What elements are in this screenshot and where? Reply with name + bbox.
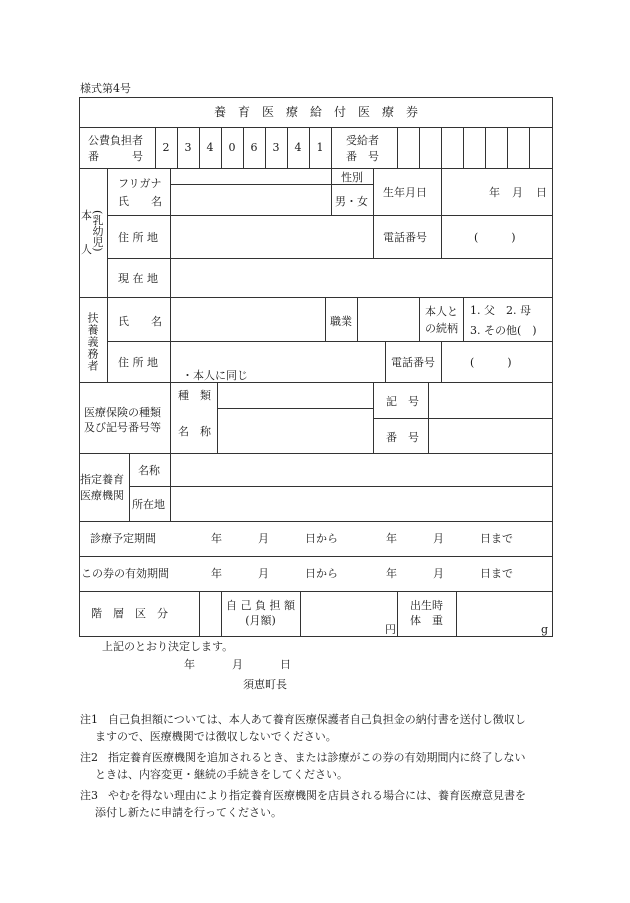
institution-name-label: 名称	[138, 464, 160, 477]
guardian-phone-label: 電話番号	[391, 356, 435, 369]
treatment-end-month: 月	[433, 532, 444, 545]
decision-day: 日	[280, 658, 291, 671]
tier-label: 階 層 区 分	[91, 607, 168, 620]
payer-digit: 2	[162, 141, 170, 154]
guardian-name-label: 氏 名	[118, 315, 162, 328]
guardian-phone-parens: ( )	[470, 356, 512, 369]
person-section-label-2: 人	[81, 243, 92, 256]
guardian-address-label: 住 所 地	[118, 356, 158, 369]
institution-label: 指定養育	[80, 473, 124, 486]
decision-year: 年	[184, 658, 195, 671]
birth-weight-label: 出生時	[410, 599, 443, 612]
note-line: ときは、内容変更・継続の手続きをしてください。	[95, 768, 348, 781]
payer-digit: 3	[184, 141, 192, 154]
institution-label-2: 医療機関	[80, 489, 124, 502]
recipient-number-label: 受給者	[346, 134, 379, 147]
birth-weight-label-2: 体 重	[410, 614, 443, 627]
furigana-label: フリガナ	[118, 177, 162, 190]
valid-period-label: この券の有効期間	[81, 567, 169, 580]
gram-unit: g	[541, 623, 549, 636]
insurance-name-label: 名 称	[178, 425, 211, 438]
birth-day: 日	[536, 186, 547, 199]
treatment-period-label: 診療予定期間	[90, 532, 156, 545]
valid-end-year: 年	[386, 567, 397, 580]
insurance-symbol-label: 記 号	[386, 395, 419, 408]
payer-digit: 0	[228, 141, 236, 154]
mayor-title: 須恵町長	[243, 678, 287, 691]
person-phone-parens: ( )	[474, 231, 516, 244]
payer-number-label: 公費負担者	[88, 134, 143, 147]
self-pay-label: 自 己 負 担 額	[226, 599, 295, 612]
birth-year: 年	[489, 186, 500, 199]
guardian-section-label: 扶養義務者	[86, 312, 99, 372]
insurance-number-label: 番 号	[386, 431, 419, 444]
insurance-label: 医療保険の種類	[84, 406, 161, 419]
sex-value: 男・女	[335, 195, 368, 208]
occupation-label: 職業	[330, 315, 352, 328]
treatment-start-day: 日から	[305, 532, 338, 545]
valid-start-month: 月	[258, 567, 269, 580]
insurance-label-2: 及び記号番号等	[84, 421, 161, 434]
relation-option-2: 3. その他( )	[470, 324, 537, 337]
current-location-label: 現 在 地	[118, 272, 158, 285]
treatment-start-month: 月	[258, 532, 269, 545]
person-address-label: 住 所 地	[118, 231, 158, 244]
valid-start-year: 年	[211, 567, 222, 580]
self-pay-label-2: (月額)	[245, 614, 276, 627]
note-line: 自己負担額については、本人あて養育医療保護者自己負担金の納付書を送付し徴収し	[108, 713, 526, 726]
valid-end-month: 月	[433, 567, 444, 580]
sex-label: 性別	[341, 171, 363, 184]
note-line: 添付し新たに申請を行ってください。	[95, 806, 282, 819]
payer-number-label-2: 番 号	[88, 150, 143, 163]
person-section-sub: (乳幼児)	[91, 210, 104, 252]
form-title: 養 育 医 療 給 付 医 療 券	[213, 105, 418, 119]
form-number: 様式第4号	[80, 82, 131, 95]
note-mark: 注3	[80, 789, 98, 802]
same-as-person-note: ・本人に同じ	[182, 369, 248, 382]
note-line: やむを得ない理由により指定養育医療機関を店員される場合には、養育医療意見書を	[108, 789, 526, 802]
birth-date-label: 生年月日	[383, 186, 427, 199]
institution-location-label: 所在地	[132, 498, 165, 511]
note-mark: 注1	[80, 713, 98, 726]
payer-digit: 4	[294, 141, 302, 154]
person-phone-label: 電話番号	[383, 231, 427, 244]
treatment-end-year: 年	[386, 532, 397, 545]
insurance-type-label: 種 類	[178, 389, 211, 402]
note-line: 指定養育医療機関を追加されるとき、または診療がこの券の有効期間内に終了しない	[108, 751, 526, 764]
relation-label: 本人と	[425, 305, 458, 318]
birth-month: 月	[512, 186, 523, 199]
note-line: ますので、医療機関では徴収しないでください。	[95, 730, 337, 743]
payer-digit: 1	[316, 141, 324, 154]
payer-digit: 6	[250, 141, 258, 154]
relation-label-2: の続柄	[425, 322, 458, 335]
decision-text: 上記のとおり決定します。	[102, 640, 234, 653]
recipient-number-label-2: 番 号	[346, 150, 379, 163]
payer-digit: 3	[272, 141, 280, 154]
valid-start-day: 日から	[305, 567, 338, 580]
person-name-label: 氏 名	[118, 195, 162, 208]
payer-digit: 4	[206, 141, 214, 154]
treatment-start-year: 年	[211, 532, 222, 545]
treatment-end-day: 日まで	[480, 532, 513, 545]
person-section-label-1: 本	[81, 209, 92, 222]
yen-unit: 円	[385, 623, 396, 636]
decision-month: 月	[232, 658, 243, 671]
note-mark: 注2	[80, 751, 98, 764]
valid-end-day: 日まで	[480, 567, 513, 580]
relation-option-1: 1. 父 2. 母	[470, 304, 531, 317]
